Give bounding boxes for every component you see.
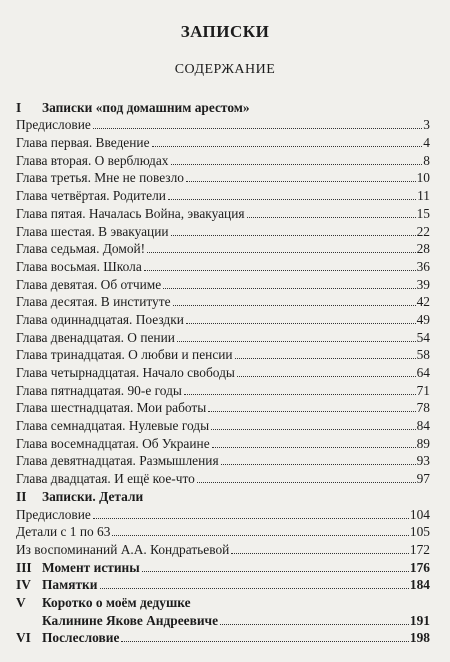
section-heading[interactable] bbox=[16, 97, 430, 115]
entry-title: Глава третья. Мне не повезло bbox=[16, 170, 184, 186]
page-number: 10 bbox=[416, 170, 430, 186]
toc-entry[interactable] bbox=[16, 115, 430, 133]
page-number: 176 bbox=[409, 559, 430, 575]
toc-entry[interactable] bbox=[16, 522, 430, 540]
dot-leader bbox=[147, 252, 415, 253]
contents-heading: СОДЕРЖАНИЕ bbox=[174, 62, 276, 77]
section-title-continued: Калинине Якове Андреевиче bbox=[42, 612, 219, 628]
dot-leader bbox=[197, 482, 416, 483]
entry-title: Глава пятнадцатая. 90-е годы bbox=[16, 382, 182, 398]
section-title: Памятки bbox=[42, 577, 98, 593]
entry-title: Глава восемнадцатая. Об Украине bbox=[16, 435, 210, 451]
dot-leader bbox=[93, 128, 422, 129]
dot-leader bbox=[177, 341, 416, 342]
toc-entry[interactable] bbox=[16, 292, 430, 310]
entry-title: Глава девятнадцатая. Размышления bbox=[16, 453, 219, 469]
section-heading[interactable] bbox=[16, 486, 430, 504]
dot-leader bbox=[100, 588, 409, 589]
toc-entry[interactable] bbox=[16, 203, 430, 221]
toc-entry[interactable] bbox=[16, 221, 430, 239]
toc-entry[interactable] bbox=[16, 132, 430, 150]
dot-leader bbox=[93, 518, 409, 519]
page-number: 104 bbox=[409, 506, 430, 522]
page-number: 3 bbox=[423, 117, 430, 133]
toc-entry[interactable] bbox=[16, 345, 430, 363]
section-number: I bbox=[16, 99, 22, 115]
page-number: 11 bbox=[417, 188, 430, 204]
section-number: IV bbox=[16, 577, 31, 593]
dot-leader bbox=[142, 571, 409, 572]
section-title: Момент истины bbox=[42, 559, 140, 575]
toc-entry[interactable] bbox=[16, 504, 430, 522]
section-number: II bbox=[16, 488, 27, 504]
page-number: 4 bbox=[423, 135, 430, 151]
toc-entry[interactable] bbox=[16, 468, 430, 486]
dot-leader bbox=[211, 429, 415, 430]
page-number: 15 bbox=[416, 205, 430, 221]
entry-title: Глава шестнадцатая. Мои работы bbox=[16, 400, 207, 416]
toc-entry[interactable] bbox=[16, 256, 430, 274]
dot-leader bbox=[171, 164, 423, 165]
toc-entry[interactable] bbox=[16, 557, 430, 575]
page-number: 58 bbox=[416, 347, 430, 363]
toc-entry[interactable] bbox=[16, 451, 430, 469]
page-number: 22 bbox=[416, 223, 430, 239]
toc-entry[interactable] bbox=[16, 309, 430, 327]
page-number: 36 bbox=[416, 258, 430, 274]
entry-title: Глава одиннадцатая. Поездки bbox=[16, 311, 184, 327]
page-number: 54 bbox=[416, 329, 430, 345]
dot-leader bbox=[171, 235, 416, 236]
entry-title: Глава шестая. В эвакуации bbox=[16, 223, 169, 239]
page-number: 84 bbox=[416, 418, 430, 434]
toc-entry[interactable] bbox=[16, 239, 430, 257]
toc-entry[interactable] bbox=[16, 415, 430, 433]
entry-title: Глава четвёртая. Родители bbox=[16, 188, 166, 204]
dot-leader bbox=[112, 535, 408, 536]
entry-title: Предисловие bbox=[16, 117, 91, 133]
toc-entry[interactable] bbox=[16, 362, 430, 380]
page-number: 184 bbox=[409, 577, 430, 593]
page-number: 105 bbox=[409, 524, 430, 540]
toc-entry[interactable] bbox=[16, 398, 430, 416]
dot-leader bbox=[231, 553, 409, 554]
toc-entry[interactable] bbox=[16, 274, 430, 292]
entry-title: Предисловие bbox=[16, 506, 91, 522]
page-number: 64 bbox=[416, 365, 430, 380]
page-number: 97 bbox=[416, 471, 430, 487]
dot-leader bbox=[235, 358, 416, 359]
entry-title: Детали с 1 по 63 bbox=[16, 524, 111, 540]
dot-leader bbox=[220, 624, 409, 625]
entry-title: Глава девятая. Об отчиме bbox=[16, 276, 162, 292]
section-title: Коротко о моём дедушке bbox=[42, 594, 191, 610]
dot-leader bbox=[121, 641, 409, 642]
dot-leader bbox=[168, 199, 416, 200]
page-number: 198 bbox=[409, 630, 430, 646]
entry-title: Глава двенадцатая. О пении bbox=[16, 329, 175, 345]
section-title: Записки. Детали bbox=[42, 488, 144, 504]
section-entries bbox=[16, 115, 430, 486]
dot-leader bbox=[186, 181, 416, 182]
toc-entry[interactable] bbox=[16, 380, 430, 398]
toc-entry[interactable] bbox=[16, 628, 430, 646]
page-title: ЗАПИСКИ bbox=[180, 22, 270, 41]
dot-leader bbox=[237, 376, 416, 377]
dot-leader bbox=[247, 217, 416, 218]
entry-title: Глава четырнадцатая. Начало свободы bbox=[16, 365, 235, 380]
page-number: 42 bbox=[416, 294, 430, 310]
toc-entry[interactable] bbox=[16, 150, 430, 168]
dot-leader bbox=[184, 394, 416, 395]
entry-title: Глава тринадцатая. О любви и пенсии bbox=[16, 347, 233, 363]
section-title: Послесловие bbox=[42, 630, 120, 646]
dot-leader bbox=[152, 146, 423, 147]
section-number: V bbox=[16, 594, 26, 610]
page-number: 39 bbox=[416, 276, 430, 292]
dot-leader bbox=[186, 323, 416, 324]
toc-entry[interactable] bbox=[16, 610, 430, 628]
entry-title: Глава двадцатая. И ещё кое-что bbox=[16, 471, 195, 487]
table-of-contents bbox=[16, 97, 430, 645]
dot-leader bbox=[208, 411, 415, 412]
entry-title: Глава пятая. Началась Война, эвакуация bbox=[16, 205, 245, 221]
entry-title: Глава вторая. О верблюдах bbox=[16, 152, 169, 168]
section-number: VI bbox=[16, 630, 31, 646]
toc-entry[interactable] bbox=[16, 327, 430, 345]
toc-entry[interactable] bbox=[16, 575, 430, 593]
toc-entry[interactable] bbox=[16, 433, 430, 451]
dot-leader bbox=[212, 447, 416, 448]
page-number: 191 bbox=[409, 612, 430, 628]
page-number: 93 bbox=[416, 453, 430, 469]
page-number: 71 bbox=[416, 382, 430, 398]
entry-title: Глава восьмая. Школа bbox=[16, 258, 142, 274]
section-heading[interactable] bbox=[16, 592, 430, 610]
section-title: Записки «под домашним арестом» bbox=[42, 99, 250, 115]
entry-title: Глава семнадцатая. Нулевые годы bbox=[16, 418, 210, 434]
entry-title: Глава седьмая. Домой! bbox=[16, 241, 146, 257]
section-entries bbox=[16, 504, 430, 557]
dot-leader bbox=[173, 305, 416, 306]
page-number: 89 bbox=[416, 435, 430, 451]
entry-title: Глава десятая. В институте bbox=[16, 294, 171, 310]
dot-leader bbox=[221, 464, 416, 465]
page-number: 28 bbox=[416, 241, 430, 257]
dot-leader bbox=[144, 270, 416, 271]
entry-title: Из воспоминаний А.А. Кондратьевой bbox=[16, 541, 230, 557]
toc-entry[interactable] bbox=[16, 185, 430, 203]
page-number: 172 bbox=[409, 541, 430, 557]
page-number: 49 bbox=[416, 311, 430, 327]
dot-leader bbox=[163, 288, 415, 289]
toc-entry[interactable] bbox=[16, 539, 430, 557]
page-number: 8 bbox=[423, 152, 430, 168]
toc-entry[interactable] bbox=[16, 168, 430, 186]
page-number: 78 bbox=[416, 400, 430, 416]
section-number: III bbox=[16, 559, 32, 575]
entry-title: Глава первая. Введение bbox=[16, 135, 150, 151]
